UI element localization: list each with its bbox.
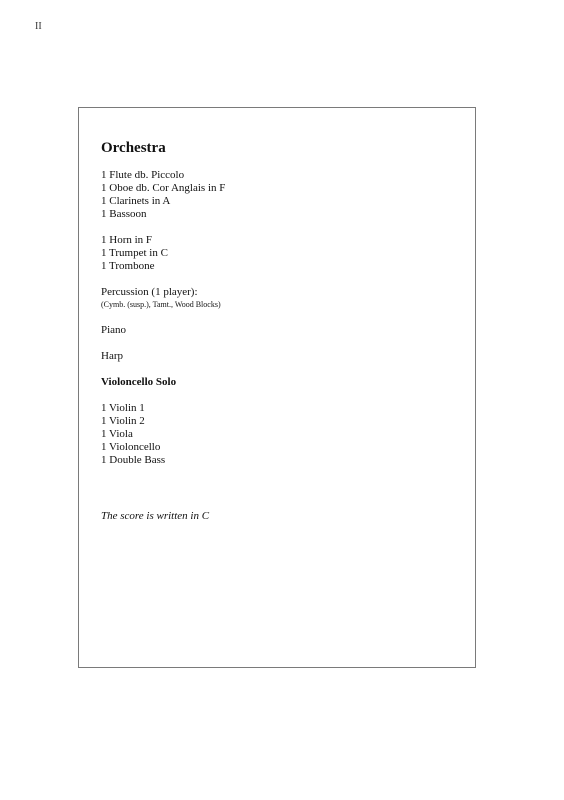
score-note: The score is written in C	[101, 510, 210, 522]
instrumentation-content	[101, 138, 465, 523]
instrument-line: 1 Double Bass	[101, 454, 166, 466]
page-title: Orchestra	[101, 140, 166, 156]
instrument-line: Harp	[101, 350, 123, 362]
instrument-line: 1 Oboe db. Cor Anglais in F	[101, 182, 226, 194]
percussion-section	[101, 286, 465, 311]
instrument-line: 1 Bassoon	[101, 208, 147, 220]
instrument-line: 1 Trumpet in C	[101, 247, 168, 259]
piano-section	[101, 324, 465, 337]
page-number: II	[35, 21, 42, 32]
instrument-line: 1 Trombone	[101, 260, 155, 272]
percussion-label: Percussion (1 player):	[101, 286, 198, 298]
harp-section	[101, 350, 465, 363]
instrument-line: Piano	[101, 324, 127, 336]
instrument-line: 1 Violin 2	[101, 415, 145, 427]
instrument-line: 1 Flute db. Piccolo	[101, 169, 185, 181]
instrument-line: 1 Clarinets in A	[101, 195, 171, 207]
instrument-line: 1 Violoncello	[101, 441, 161, 453]
soloist-line: Violoncello Solo	[101, 376, 177, 388]
instrument-line: 1 Violin 1	[101, 402, 145, 414]
percussion-detail: (Cymb. (susp.), Tamt., Wood Blocks)	[101, 300, 221, 309]
strings-section	[101, 402, 465, 467]
instrument-line: 1 Viola	[101, 428, 133, 440]
instrument-line: 1 Horn in F	[101, 234, 153, 246]
woodwinds-section	[101, 169, 465, 221]
instrumentation-frame	[78, 107, 476, 668]
soloist-section	[101, 376, 465, 389]
brass-section	[101, 234, 465, 273]
